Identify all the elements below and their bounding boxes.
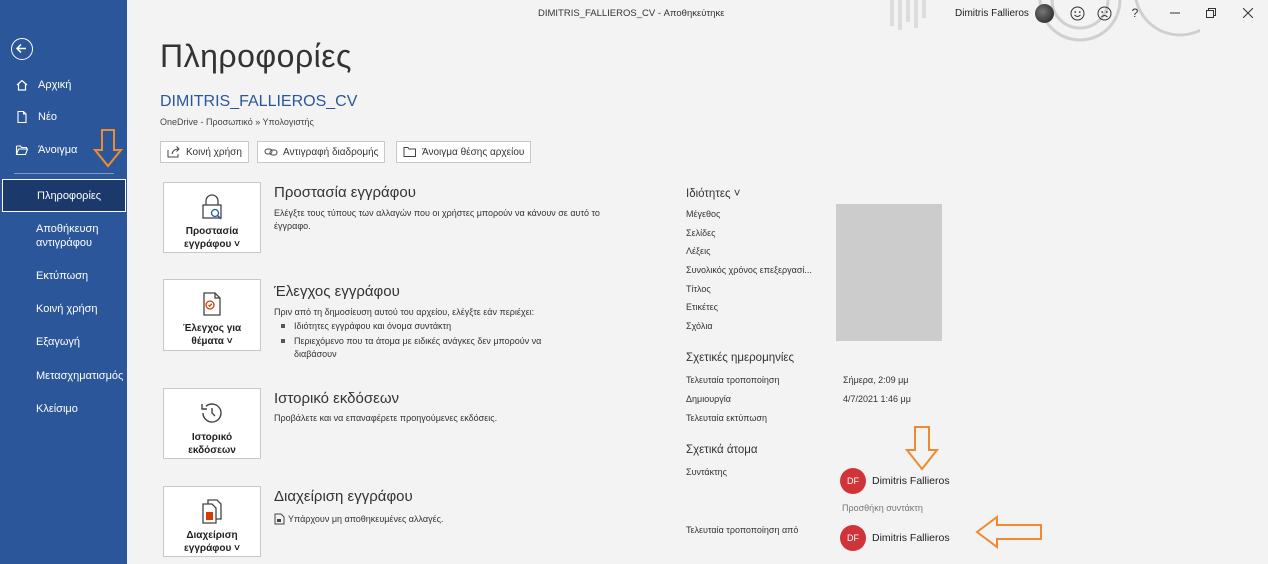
nav-save-copy[interactable]: Αποθήκευση αντιγράφου xyxy=(36,223,99,249)
annotation-arrow-left-icon xyxy=(975,515,1043,549)
prop-label-size: Μέγεθος xyxy=(686,209,721,219)
document-name: DIMITRIS_FALLIEROS_CV xyxy=(160,93,358,110)
document-path: OneDrive - Προσωπικό » Υπολογιστής xyxy=(160,117,314,127)
home-icon xyxy=(15,78,29,92)
created-value: 4/7/2021 1:46 μμ xyxy=(843,394,911,404)
versions-description: Προβάλετε και να επαναφέρετε προηγούμενες εκδόσεις. xyxy=(274,413,498,423)
last-modified-by-entry[interactable] xyxy=(840,525,950,551)
inspect-bullet-1-text: Ιδιότητες εγγράφου και όνομα συντάκτη xyxy=(294,321,452,331)
window-title: DIMITRIS_FALLIEROS_CV - Αποθηκεύτηκε xyxy=(538,8,725,19)
manage-document-line2: εγγράφου ˅ xyxy=(184,543,240,554)
check-issues-button[interactable] xyxy=(163,279,261,351)
protect-document-button[interactable] xyxy=(163,182,261,253)
author-entry[interactable] xyxy=(840,468,950,494)
link-icon xyxy=(264,146,278,158)
share-button-label: Κοινή χρήση xyxy=(186,146,242,158)
minimize-icon[interactable] xyxy=(1167,5,1183,21)
inspect-bullet-1 xyxy=(281,320,601,333)
nav-new-label: Νέο xyxy=(38,111,57,123)
protect-title: Προστασία εγγράφου xyxy=(274,184,416,201)
inspect-bullet-2 xyxy=(281,335,586,361)
new-document-icon xyxy=(15,110,29,124)
share-icon xyxy=(167,146,181,158)
restore-icon[interactable] xyxy=(1203,5,1219,21)
author-label: Συντάκτης xyxy=(686,467,728,477)
inspect-description: Πριν από τη δημοσίευση αυτού του αρχείου, ελέγξτε εάν περιέχει: xyxy=(274,307,535,317)
backstage-sidebar xyxy=(0,0,127,564)
manage-document-line1: Διαχείριση xyxy=(186,530,238,541)
property-values-redacted xyxy=(836,204,942,341)
manage-description: Υπάρχουν μη αποθηκευμένες αλλαγές. xyxy=(288,514,444,524)
nav-export[interactable]: Εξαγωγή xyxy=(36,336,81,348)
prop-label-words: Λέξεις xyxy=(686,246,711,256)
related-dates-heading: Σχετικές ημερομηνίες xyxy=(686,352,795,364)
inspect-document-icon xyxy=(198,290,226,318)
nav-transform[interactable]: Μετασχηματισμός xyxy=(36,370,124,382)
last-modified-value: Σήμερα, 2:09 μμ xyxy=(843,375,909,385)
history-icon xyxy=(198,399,226,427)
page-title: Πληροφορίες xyxy=(160,38,352,74)
nav-home[interactable] xyxy=(0,70,127,100)
created-label: Δημιουργία xyxy=(686,394,731,404)
back-button[interactable] xyxy=(11,38,33,60)
lock-icon xyxy=(198,193,226,221)
folder-open-icon xyxy=(15,143,29,157)
annotation-arrow-down-icon xyxy=(905,425,939,471)
protect-button-line2: εγγράφου ˅ xyxy=(184,239,240,250)
copy-path-button-label: Αντιγραφή διαδρομής xyxy=(283,146,379,158)
last-modified-by-label: Τελευταία τροποποίηση από xyxy=(686,525,799,535)
prop-label-tags: Ετικέτες xyxy=(686,302,718,312)
unsaved-document-icon xyxy=(274,513,285,525)
folder-icon xyxy=(403,146,417,158)
nav-close[interactable]: Κλείσιμο xyxy=(36,403,78,415)
nav-open-label: Άνοιγμα xyxy=(38,144,78,156)
account-name[interactable]: Dimitris Fallieros xyxy=(955,8,1029,19)
close-window-icon[interactable] xyxy=(1240,5,1256,21)
add-author-link[interactable]: Προσθήκη συντάκτη xyxy=(842,503,923,513)
open-location-button[interactable] xyxy=(396,141,531,163)
prop-label-pages: Σελίδες xyxy=(686,228,716,238)
prop-label-editing-time: Συνολικός χρόνος επεξεργασί... xyxy=(686,265,812,275)
frown-feedback-icon[interactable] xyxy=(1096,5,1112,21)
sidebar-divider xyxy=(14,173,114,174)
share-button[interactable] xyxy=(160,141,249,163)
protect-button-line1: Προστασία xyxy=(185,226,239,237)
nav-share[interactable]: Κοινή χρήση xyxy=(36,303,98,315)
smile-feedback-icon[interactable] xyxy=(1069,5,1085,21)
author-avatar: DF xyxy=(840,468,866,494)
version-history-line2: εκδόσεων xyxy=(188,445,236,456)
author-name: Dimitris Fallieros xyxy=(872,475,950,487)
manage-document-button[interactable] xyxy=(163,486,261,557)
last-modified-label: Τελευταία τροποποίηση xyxy=(686,375,780,385)
back-arrow-icon xyxy=(15,42,28,55)
copy-path-button[interactable] xyxy=(257,141,385,163)
last-modified-by-avatar: DF xyxy=(840,525,866,551)
version-history-button[interactable] xyxy=(163,388,261,459)
nav-home-label: Αρχική xyxy=(38,79,72,91)
annotation-arrow-down-icon xyxy=(93,128,123,168)
versions-title: Ιστορικό εκδόσεων xyxy=(274,390,400,407)
version-history-line1: Ιστορικό xyxy=(191,432,233,443)
manage-title: Διαχείριση εγγράφου xyxy=(274,488,413,505)
check-issues-line2: θέματα ˅ xyxy=(191,336,233,347)
open-location-button-label: Άνοιγμα θέσης αρχείου xyxy=(422,146,525,158)
nav-info-selected[interactable]: Πληροφορίες xyxy=(2,179,126,212)
account-avatar[interactable] xyxy=(1035,4,1054,23)
manage-document-icon xyxy=(198,497,226,525)
last-modified-by-name: Dimitris Fallieros xyxy=(872,532,950,544)
last-printed-label: Τελευταία εκτύπωση xyxy=(686,413,767,423)
prop-label-comments: Σχόλια xyxy=(686,321,713,331)
properties-heading[interactable]: Ιδιότητες ˅ xyxy=(686,188,741,200)
protect-description: Ελέγξτε τους τύπους των αλλαγών που οι χρήστες μπορούν να κάνουν σε αυτό το έγγραφο. xyxy=(274,208,600,231)
help-icon[interactable]: ? xyxy=(1131,6,1139,20)
inspect-bullet-2-text: Περιεχόμενο που τα άτομα με ειδικές ανάγκες δεν μπορούν να διαβάσουν xyxy=(294,336,542,359)
check-issues-line1: Έλεγχος για xyxy=(182,323,242,334)
inspect-title: Έλεγχος εγγράφου xyxy=(274,283,400,300)
prop-label-title: Τίτλος xyxy=(686,284,711,294)
related-people-heading: Σχετικά άτομα xyxy=(686,444,758,456)
nav-print[interactable]: Εκτύπωση xyxy=(36,270,89,282)
